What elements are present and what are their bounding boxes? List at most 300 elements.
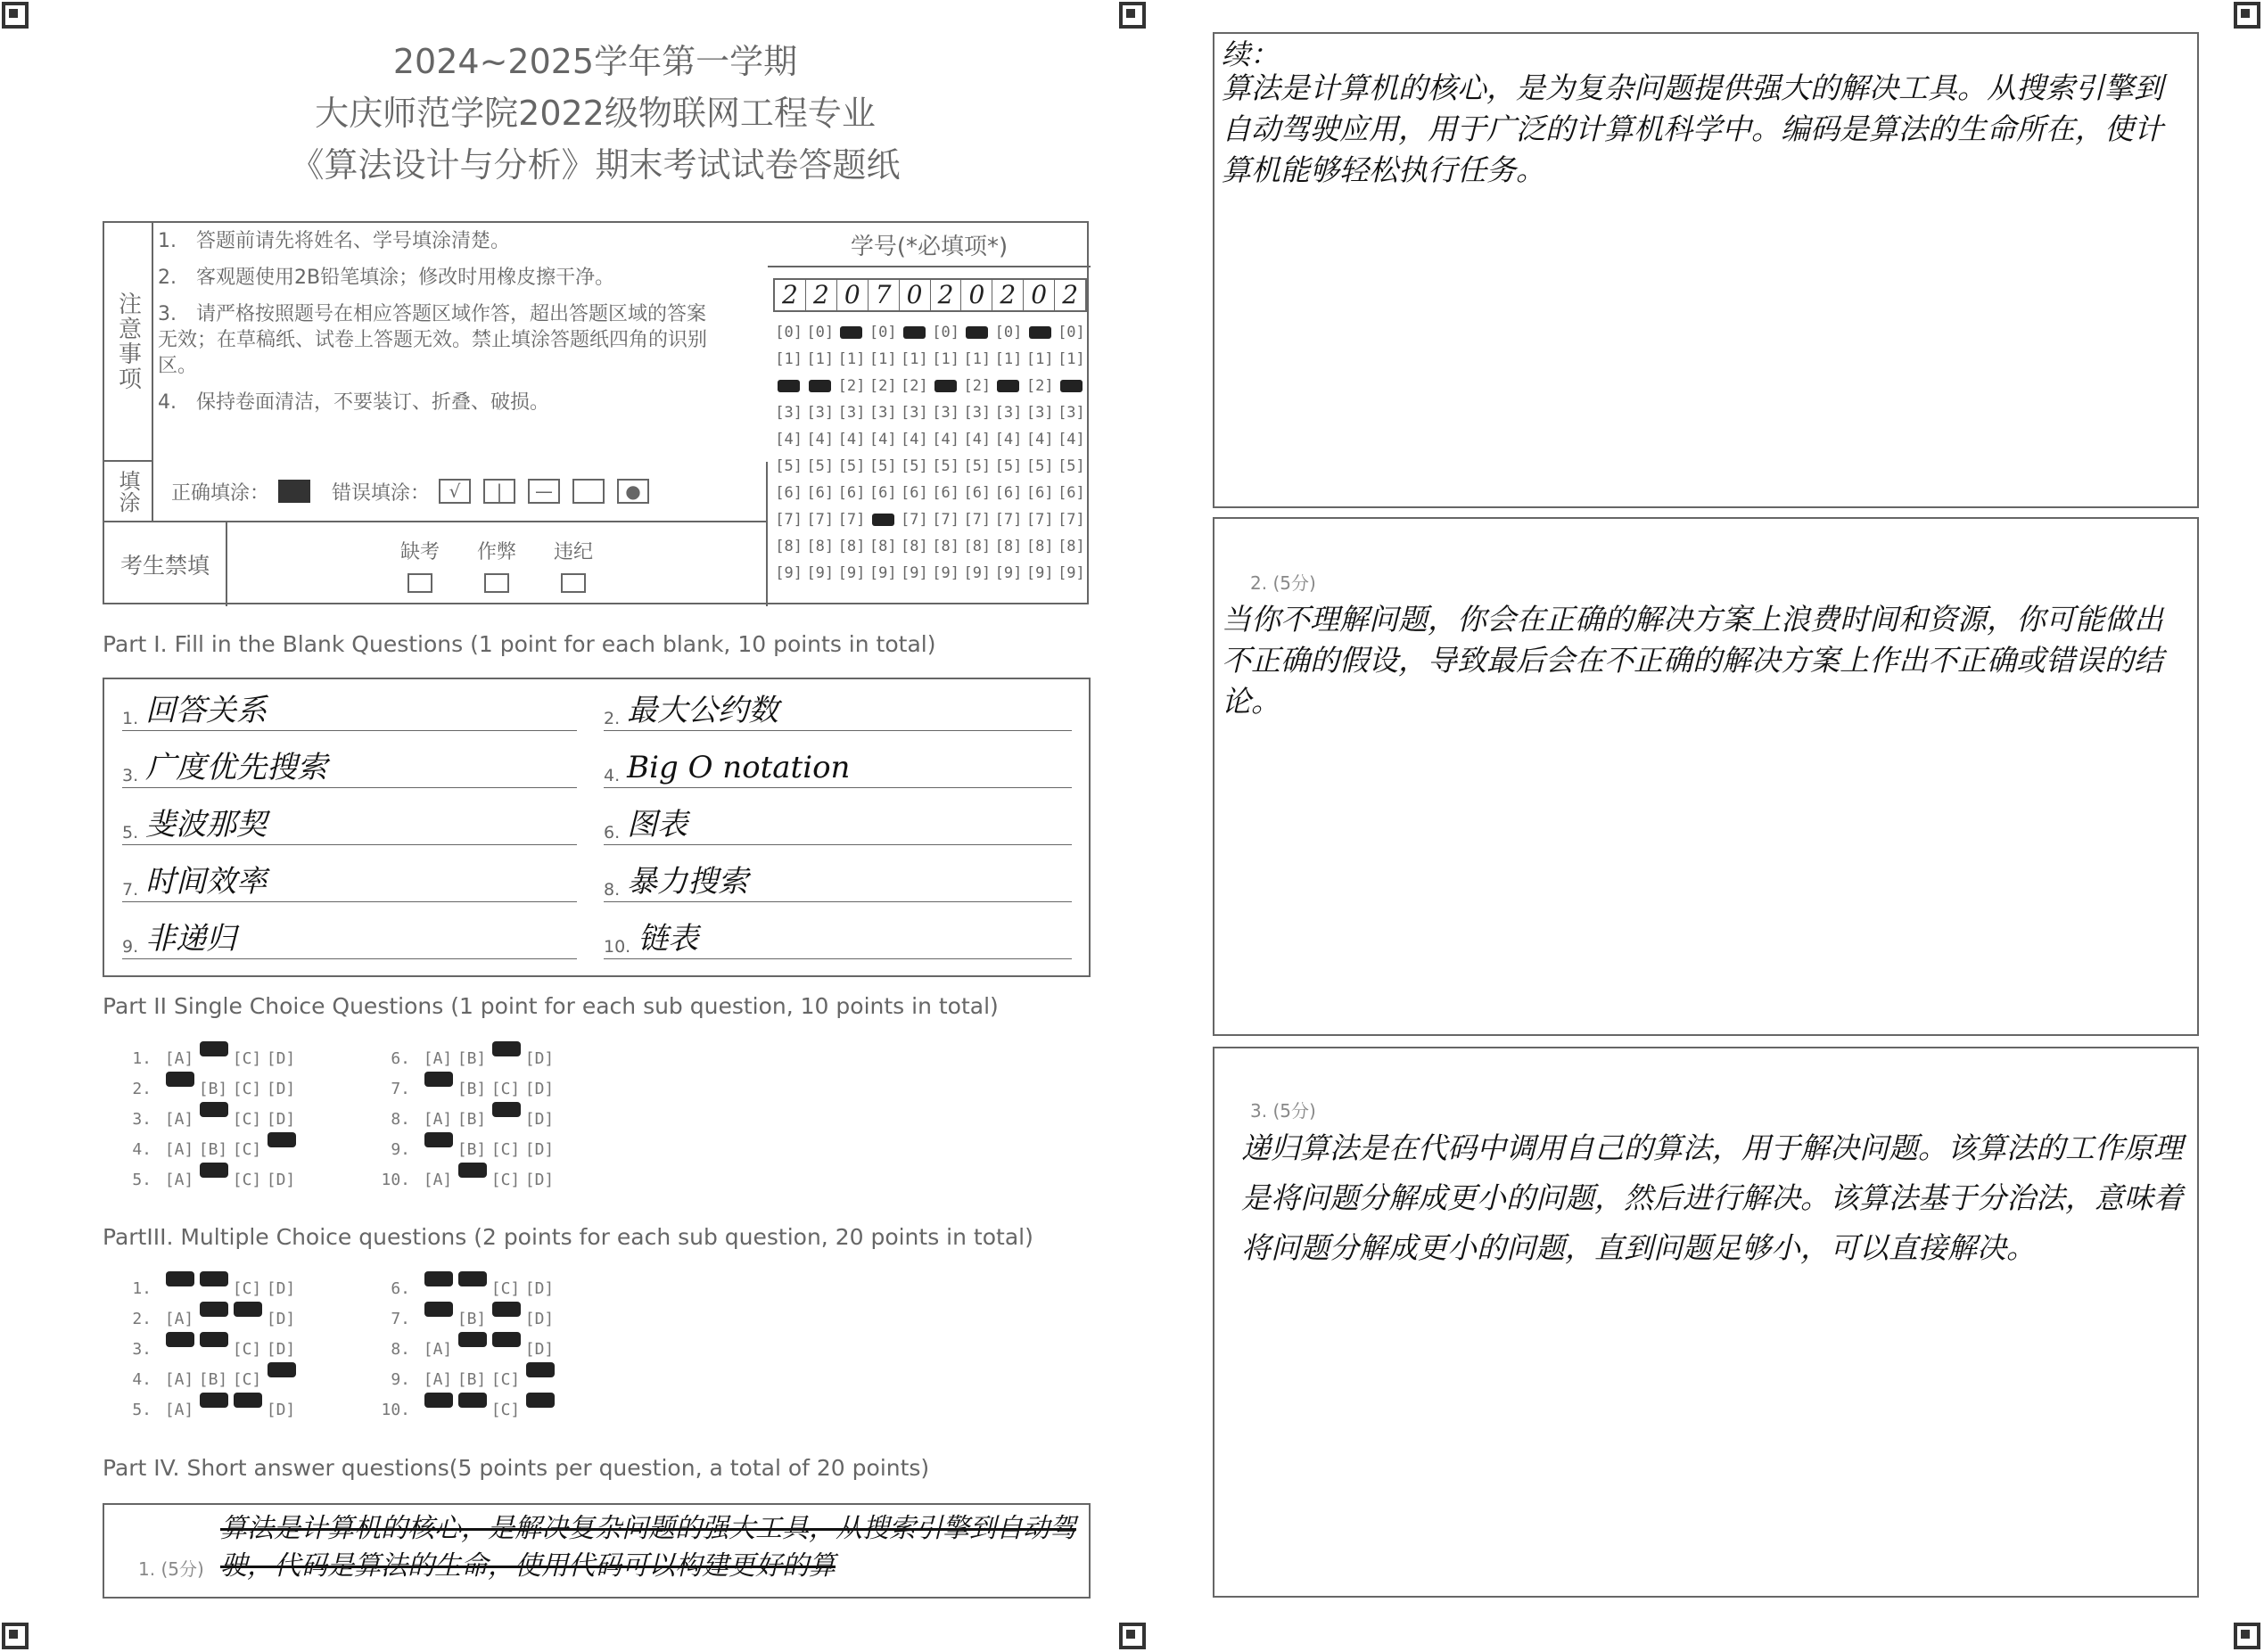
fill-blank-answer: 斐波那契 — [145, 807, 268, 842]
student-id-bubble[interactable]: [4] — [1058, 431, 1085, 448]
student-id-bubble[interactable]: [6] — [994, 484, 1023, 502]
prohibited-cheating: 作弊 — [477, 537, 516, 606]
student-id-bubble[interactable]: [4] — [1025, 431, 1054, 448]
choice-bubble[interactable] — [523, 1401, 556, 1419]
student-id-bubble[interactable]: [1] — [775, 350, 803, 368]
student-id-bubble[interactable]: [8] — [837, 538, 866, 555]
choice-bubble[interactable]: [D] — [266, 1170, 296, 1189]
choice-bubble[interactable]: [C] — [232, 1079, 262, 1098]
fill-blank-item — [122, 802, 577, 845]
student-id-bubble[interactable]: [9] — [1058, 564, 1085, 582]
fill-blank-number: 7. — [122, 880, 139, 900]
choice-bubble[interactable]: [C] — [232, 1369, 262, 1389]
choice-bubble[interactable]: [D] — [524, 1139, 555, 1159]
student-id-bubble[interactable]: [0] — [994, 324, 1023, 341]
choice-bubble[interactable]: [C] — [232, 1048, 262, 1068]
choice-question-number: 5. — [132, 1170, 152, 1189]
student-id-written — [773, 278, 1087, 312]
choice-bubble[interactable]: [C] — [232, 1170, 262, 1189]
student-id-bubble[interactable]: [7] — [837, 511, 866, 529]
student-id-bubble[interactable]: [5] — [775, 457, 803, 475]
student-id-bubble[interactable]: [5] — [1025, 457, 1054, 475]
fill-blank-answer: 链表 — [638, 921, 699, 957]
fill-blank-answer: 广度优先搜索 — [145, 750, 328, 785]
choice-question-number: 9. — [391, 1139, 410, 1159]
choice-question-number: 5. — [132, 1400, 152, 1419]
part3-heading: PartIII. Multiple Choice questions (2 points for each sub question, 20 points in total) — [103, 1224, 1033, 1250]
choice-bubble[interactable]: [B] — [198, 1139, 228, 1159]
student-id-bubble[interactable]: [1] — [837, 350, 866, 368]
student-id-bubble[interactable]: [2] — [869, 377, 897, 395]
choice-bubble[interactable]: [D] — [266, 1309, 296, 1328]
notice-item: 4. 保持卷面清洁，不要装订、折叠、破损。 — [158, 391, 549, 414]
student-id-bubble[interactable]: [1] — [932, 350, 959, 368]
choice-row — [116, 1164, 633, 1195]
student-id-bubble[interactable]: [3] — [869, 404, 897, 422]
part2-bubble-block — [116, 1043, 633, 1195]
student-id-bubble[interactable]: [4] — [994, 431, 1023, 448]
choice-bubble[interactable]: [A] — [164, 1048, 194, 1068]
choice-bubble[interactable]: [A] — [423, 1339, 453, 1359]
student-id-bubble[interactable]: [8] — [963, 538, 992, 555]
student-id-bubble[interactable]: [8] — [1025, 538, 1054, 555]
student-id-bubble-row — [773, 533, 1087, 560]
student-id-bubble[interactable]: [3] — [963, 404, 992, 422]
student-id-bubble-row — [773, 453, 1087, 480]
choice-bubble[interactable]: [D] — [524, 1109, 555, 1129]
choice-bubble[interactable] — [421, 1080, 455, 1098]
choice-bubble[interactable]: [C] — [232, 1139, 262, 1159]
choice-bubble[interactable]: [A] — [423, 1048, 453, 1068]
choice-bubble[interactable]: [C] — [490, 1079, 521, 1098]
fill-blank-item — [122, 859, 577, 902]
student-id-bubble[interactable] — [992, 373, 1024, 399]
choice-bubble[interactable]: [D] — [266, 1048, 296, 1068]
fill-blank-answer: Big O notation — [627, 750, 851, 785]
wrong-fill-dot: ● — [617, 479, 649, 504]
choice-bubble[interactable]: [C] — [490, 1400, 521, 1419]
student-id-bubble-row — [773, 426, 1087, 453]
fill-blank-answer: 暴力搜索 — [627, 864, 749, 900]
q1-continued-label: 续： — [1222, 37, 1280, 71]
student-id-bubble[interactable]: [7] — [932, 511, 959, 529]
part1-heading: Part I. Fill in the Blank Questions (1 point for each blank, 10 points in total) — [103, 631, 936, 657]
choice-bubble[interactable] — [421, 1279, 455, 1298]
student-id-digit: 2 — [775, 280, 806, 310]
choice-bubble[interactable] — [489, 1049, 523, 1068]
choice-bubble[interactable]: [B] — [198, 1369, 228, 1389]
student-id-bubble[interactable]: [3] — [1025, 404, 1054, 422]
student-id-bubble[interactable]: [4] — [775, 431, 803, 448]
student-id-digit: 2 — [992, 280, 1024, 310]
q2-label: 2. (5分) — [1250, 572, 1316, 594]
choice-bubble[interactable]: [D] — [524, 1048, 555, 1068]
student-id-bubble[interactable]: [7] — [1058, 511, 1085, 529]
choice-row — [116, 1364, 633, 1394]
fill-blank-number: 3. — [122, 766, 139, 785]
choice-bubble[interactable]: [D] — [266, 1109, 296, 1129]
choice-bubble[interactable]: [B] — [457, 1369, 487, 1389]
part2-heading: Part II Single Choice Questions (1 point for each sub question, 10 points in total) — [103, 993, 999, 1019]
notice-item: 1. 答题前请先将姓名、学号填涂清楚。 — [158, 230, 510, 252]
student-id-bubble[interactable]: [9] — [1025, 564, 1054, 582]
choice-bubble[interactable]: [A] — [164, 1109, 194, 1129]
choice-question — [116, 1140, 375, 1159]
choice-question-number: 8. — [391, 1109, 410, 1129]
student-id-bubble[interactable] — [836, 319, 867, 346]
student-id-digit: 2 — [1062, 280, 1079, 309]
choice-row — [116, 1303, 633, 1334]
student-id-bubble[interactable]: [3] — [775, 404, 803, 422]
student-id-bubble[interactable]: [6] — [932, 484, 959, 502]
part3-bubble-block — [116, 1273, 633, 1425]
student-id-bubble[interactable]: [8] — [994, 538, 1023, 555]
student-id-bubble[interactable]: [5] — [806, 457, 835, 475]
choice-question-number: 10. — [381, 1170, 410, 1189]
fill-blank-answer: 回答关系 — [145, 693, 268, 728]
choice-bubble[interactable]: [C] — [232, 1278, 262, 1298]
choice-bubble[interactable]: [D] — [524, 1170, 555, 1189]
prohibited-items — [227, 522, 768, 606]
choice-question-number: 10. — [381, 1400, 410, 1419]
choice-question — [375, 1080, 633, 1098]
fill-label: 填涂 — [104, 462, 153, 522]
student-id-bubble[interactable]: [9] — [806, 564, 835, 582]
choice-question — [375, 1171, 633, 1189]
student-id-bubble[interactable]: [5] — [837, 457, 866, 475]
student-id-bubble[interactable]: [9] — [901, 564, 928, 582]
choice-question-number: 6. — [391, 1278, 410, 1298]
student-id-bubble[interactable]: [2] — [837, 377, 866, 395]
choice-bubble[interactable] — [421, 1401, 455, 1419]
student-id-bubble[interactable]: [9] — [963, 564, 992, 582]
choice-question-number: 2. — [132, 1079, 152, 1098]
student-id-bubble[interactable]: [5] — [963, 457, 992, 475]
choice-bubble[interactable]: [B] — [457, 1309, 487, 1328]
choice-question — [375, 1279, 633, 1298]
student-id-bubble[interactable]: [1] — [994, 350, 1023, 368]
student-id-bubble[interactable]: [5] — [1058, 457, 1085, 475]
student-id-bubble[interactable]: [3] — [994, 404, 1023, 422]
choice-bubble[interactable]: [D] — [524, 1079, 555, 1098]
wrong-fill-label: 错误填涂： — [332, 481, 431, 505]
student-id-bubble[interactable]: [7] — [901, 511, 928, 529]
student-id-bubble[interactable] — [868, 506, 899, 533]
student-id-bubble[interactable]: [1] — [901, 350, 928, 368]
violation-checkbox[interactable] — [561, 573, 586, 593]
choice-bubble[interactable] — [421, 1140, 455, 1159]
choice-question-number: 1. — [132, 1278, 152, 1298]
student-id-bubble[interactable]: [1] — [869, 350, 897, 368]
choice-bubble[interactable]: [A] — [423, 1109, 453, 1129]
answer-sheet-right-page — [1132, 0, 2264, 1652]
student-id-bubble[interactable] — [899, 319, 930, 346]
choice-bubble[interactable] — [455, 1171, 489, 1189]
student-id-area — [768, 223, 1091, 606]
student-id-bubble-row — [773, 480, 1087, 506]
student-id-bubble[interactable]: [0] — [869, 324, 897, 341]
choice-bubble[interactable] — [455, 1401, 489, 1419]
student-id-bubble[interactable]: [4] — [806, 431, 835, 448]
student-id-digit: 0 — [961, 280, 992, 310]
q1-label: 1. (5分) — [138, 1558, 204, 1580]
title-exam: 《算法设计与分析》期末考试试卷答题纸 — [290, 145, 901, 185]
student-id-label: 学号(*必填项*) — [768, 223, 1091, 267]
choice-question-number: 2. — [132, 1309, 152, 1328]
choice-bubble[interactable] — [489, 1310, 523, 1328]
choice-bubble[interactable]: [D] — [524, 1309, 555, 1328]
choice-bubble[interactable]: [A] — [423, 1369, 453, 1389]
student-id-bubble[interactable]: [0] — [1058, 324, 1085, 341]
choice-row — [116, 1334, 633, 1364]
choice-question-number: 1. — [132, 1048, 152, 1068]
correct-fill-example — [278, 480, 310, 503]
choice-bubble[interactable]: [A] — [164, 1369, 194, 1389]
student-id-bubble[interactable]: [6] — [837, 484, 866, 502]
choice-bubble[interactable]: [A] — [164, 1139, 194, 1159]
student-id-bubble[interactable]: [3] — [932, 404, 959, 422]
student-id-bubble[interactable]: [4] — [837, 431, 866, 448]
choice-bubble[interactable]: [D] — [266, 1339, 296, 1359]
sheet-title — [103, 36, 1088, 191]
fill-blank-number: 8. — [604, 880, 621, 900]
choice-bubble[interactable]: [A] — [164, 1170, 194, 1189]
student-id-bubble[interactable]: [3] — [837, 404, 866, 422]
student-id-bubble[interactable]: [1] — [963, 350, 992, 368]
student-id-bubble[interactable]: [9] — [994, 564, 1023, 582]
student-id-bubble[interactable]: [3] — [1058, 404, 1085, 422]
student-id-bubble[interactable]: [5] — [869, 457, 897, 475]
choice-bubble[interactable] — [489, 1340, 523, 1359]
title-college: 大庆师范学院2022级物联网工程专业 — [315, 94, 876, 133]
student-id-bubble[interactable]: [0] — [932, 324, 959, 341]
header-info-box — [103, 221, 1089, 604]
fill-blank-number: 10. — [604, 937, 631, 957]
student-id-bubble[interactable]: [9] — [775, 564, 803, 582]
student-id-bubble[interactable]: [1] — [806, 350, 835, 368]
choice-bubble[interactable] — [455, 1279, 489, 1298]
fill-blank-item — [604, 745, 1072, 788]
student-id-bubble[interactable] — [961, 319, 992, 346]
student-id-bubble[interactable]: [9] — [932, 564, 959, 582]
student-id-bubble[interactable]: [5] — [932, 457, 959, 475]
choice-bubble[interactable]: [D] — [524, 1339, 555, 1359]
choice-bubble[interactable]: [B] — [198, 1079, 228, 1098]
choice-question — [375, 1049, 633, 1068]
student-id-bubble[interactable]: [6] — [775, 484, 803, 502]
choice-bubble[interactable] — [421, 1310, 455, 1328]
student-id-bubble[interactable]: [5] — [994, 457, 1023, 475]
student-id-bubble[interactable]: [2] — [963, 377, 992, 395]
notice-label: 注意事项 — [104, 223, 153, 462]
student-id-bubble-grid — [773, 319, 1087, 587]
fill-blank-item — [604, 916, 1072, 959]
notice-list — [158, 228, 720, 426]
short-answer-q1-continued-box — [1213, 32, 2199, 508]
choice-bubble[interactable]: [B] — [457, 1139, 487, 1159]
choice-bubble[interactable]: [A] — [164, 1309, 194, 1328]
fill-blank-number: 4. — [604, 766, 621, 785]
fill-blank-number: 9. — [122, 937, 139, 957]
choice-bubble[interactable] — [162, 1080, 196, 1098]
student-id-bubble[interactable]: [8] — [775, 538, 803, 555]
prohibited-violation: 违纪 — [554, 537, 593, 606]
choice-bubble[interactable]: [D] — [524, 1278, 555, 1298]
student-id-bubble[interactable]: [7] — [806, 511, 835, 529]
short-answer-q1-box — [103, 1503, 1091, 1599]
student-id-bubble[interactable]: [9] — [869, 564, 897, 582]
student-id-bubble[interactable]: [4] — [963, 431, 992, 448]
choice-bubble[interactable] — [196, 1310, 230, 1328]
choice-question — [116, 1279, 375, 1298]
choice-bubble[interactable]: [A] — [423, 1170, 453, 1189]
fill-blank-number: 6. — [604, 823, 621, 842]
fill-blank-answer: 图表 — [627, 807, 688, 842]
part1-answer-box — [103, 678, 1091, 977]
choice-row — [116, 1043, 633, 1073]
choice-question — [116, 1340, 375, 1359]
choice-question — [116, 1080, 375, 1098]
student-id-bubble[interactable]: [5] — [901, 457, 928, 475]
student-id-digit: 0 — [1024, 280, 1055, 310]
choice-bubble[interactable]: [C] — [232, 1109, 262, 1129]
fill-instructions — [153, 462, 768, 522]
choice-bubble[interactable] — [230, 1310, 264, 1328]
choice-question — [375, 1110, 633, 1129]
choice-bubble[interactable]: [C] — [490, 1170, 521, 1189]
choice-bubble[interactable]: [C] — [490, 1139, 521, 1159]
absent-checkbox[interactable] — [408, 573, 432, 593]
fill-blank-number: 2. — [604, 709, 621, 728]
cheating-checkbox[interactable] — [484, 573, 509, 593]
choice-bubble[interactable] — [196, 1401, 230, 1419]
student-id-bubble[interactable] — [773, 373, 804, 399]
choice-bubble[interactable]: [D] — [266, 1400, 296, 1419]
student-id-bubble[interactable]: [6] — [901, 484, 928, 502]
student-id-bubble[interactable]: [4] — [932, 431, 959, 448]
student-id-bubble[interactable]: [8] — [901, 538, 928, 555]
student-id-bubble[interactable]: [2] — [1025, 377, 1054, 395]
part4-heading: Part IV. Short answer questions(5 points per question, a total of 20 points) — [103, 1455, 930, 1481]
choice-bubble[interactable] — [196, 1171, 230, 1189]
choice-bubble[interactable]: [B] — [457, 1079, 487, 1098]
choice-bubble[interactable]: [A] — [164, 1400, 194, 1419]
choice-bubble[interactable] — [162, 1340, 196, 1359]
fill-blank-answer: 最大公约数 — [627, 693, 779, 728]
choice-question-number: 4. — [132, 1369, 152, 1389]
student-id-bubble[interactable]: [8] — [1058, 538, 1085, 555]
choice-question — [116, 1110, 375, 1129]
student-id-bubble[interactable] — [1025, 319, 1056, 346]
student-id-bubble[interactable] — [1056, 373, 1087, 399]
student-id-bubble[interactable]: [0] — [806, 324, 835, 341]
fill-blank-answer: 时间效率 — [145, 864, 268, 900]
choice-bubble[interactable] — [455, 1340, 489, 1359]
student-id-bubble[interactable]: [7] — [775, 511, 803, 529]
fill-blank-number: 5. — [122, 823, 139, 842]
student-id-bubble[interactable]: [4] — [869, 431, 897, 448]
choice-question — [375, 1401, 633, 1419]
choice-bubble[interactable] — [196, 1279, 230, 1298]
choice-question-number: 7. — [391, 1309, 410, 1328]
student-id-bubble[interactable]: [7] — [994, 511, 1023, 529]
choice-question-number: 6. — [391, 1048, 410, 1068]
choice-row — [116, 1073, 633, 1104]
wrong-fill-dash: — — [528, 479, 560, 504]
choice-bubble[interactable] — [162, 1279, 196, 1298]
choice-bubble[interactable]: [B] — [457, 1109, 487, 1129]
choice-bubble[interactable] — [264, 1140, 298, 1159]
student-id-bubble[interactable]: [8] — [869, 538, 897, 555]
student-id-bubble[interactable] — [930, 373, 961, 399]
student-id-bubble[interactable]: [6] — [1058, 484, 1085, 502]
choice-bubble[interactable] — [230, 1401, 264, 1419]
choice-bubble[interactable] — [523, 1370, 556, 1389]
student-id-bubble[interactable]: [8] — [932, 538, 959, 555]
choice-bubble[interactable] — [196, 1340, 230, 1359]
choice-row — [116, 1134, 633, 1164]
student-id-bubble[interactable]: [2] — [901, 377, 928, 395]
student-id-bubble[interactable]: [0] — [775, 324, 803, 341]
student-id-bubble[interactable] — [804, 373, 836, 399]
student-id-bubble[interactable]: [1] — [1058, 350, 1085, 368]
q3-label: 3. (5分) — [1250, 1100, 1316, 1122]
choice-question — [116, 1049, 375, 1068]
student-id-bubble-row — [773, 346, 1087, 373]
student-id-bubble[interactable]: [6] — [1025, 484, 1054, 502]
student-id-bubble[interactable]: [3] — [806, 404, 835, 422]
student-id-bubble[interactable]: [1] — [1025, 350, 1054, 368]
choice-bubble[interactable] — [489, 1110, 523, 1129]
choice-bubble[interactable]: [D] — [266, 1079, 296, 1098]
fill-blank-item — [604, 859, 1072, 902]
student-id-bubble[interactable]: [6] — [806, 484, 835, 502]
student-id-digit: 0 — [837, 280, 869, 310]
student-id-bubble-row — [773, 560, 1087, 587]
choice-bubble[interactable]: [C] — [490, 1369, 521, 1389]
choice-question — [375, 1370, 633, 1389]
student-id-bubble[interactable]: [3] — [901, 404, 928, 422]
choice-question — [375, 1340, 633, 1359]
fill-blank-item — [122, 745, 577, 788]
fill-blank-item — [604, 688, 1072, 731]
student-id-bubble[interactable]: [4] — [901, 431, 928, 448]
choice-bubble[interactable] — [196, 1049, 230, 1068]
fill-blank-item — [604, 802, 1072, 845]
choice-bubble[interactable] — [264, 1370, 298, 1389]
choice-row — [116, 1394, 633, 1425]
notice-item: 3. 请严格按照题号在相应答题区域作答，超出答题区域的答案无效；在草稿纸、试卷上答题无效。禁止填涂答题纸四角的识别区。 — [158, 303, 708, 377]
choice-bubble[interactable] — [196, 1110, 230, 1129]
student-id-digit: 7 — [869, 280, 900, 310]
student-id-bubble[interactable]: [6] — [963, 484, 992, 502]
student-id-bubble[interactable]: [7] — [963, 511, 992, 529]
choice-bubble[interactable]: [D] — [266, 1278, 296, 1298]
choice-row — [116, 1104, 633, 1134]
student-id-bubble[interactable]: [6] — [869, 484, 897, 502]
student-id-bubble[interactable]: [7] — [1025, 511, 1054, 529]
choice-bubble[interactable]: [B] — [457, 1048, 487, 1068]
title-term: 2024~2025学年第一学期 — [392, 42, 798, 81]
choice-bubble[interactable]: [C] — [232, 1339, 262, 1359]
fill-blank-item — [122, 688, 577, 731]
student-id-bubble[interactable]: [8] — [806, 538, 835, 555]
choice-bubble[interactable]: [C] — [490, 1278, 521, 1298]
choice-question-number: 4. — [132, 1139, 152, 1159]
choice-question — [375, 1140, 633, 1159]
student-id-bubble[interactable]: [9] — [837, 564, 866, 582]
student-id-bubble-row — [773, 399, 1087, 426]
